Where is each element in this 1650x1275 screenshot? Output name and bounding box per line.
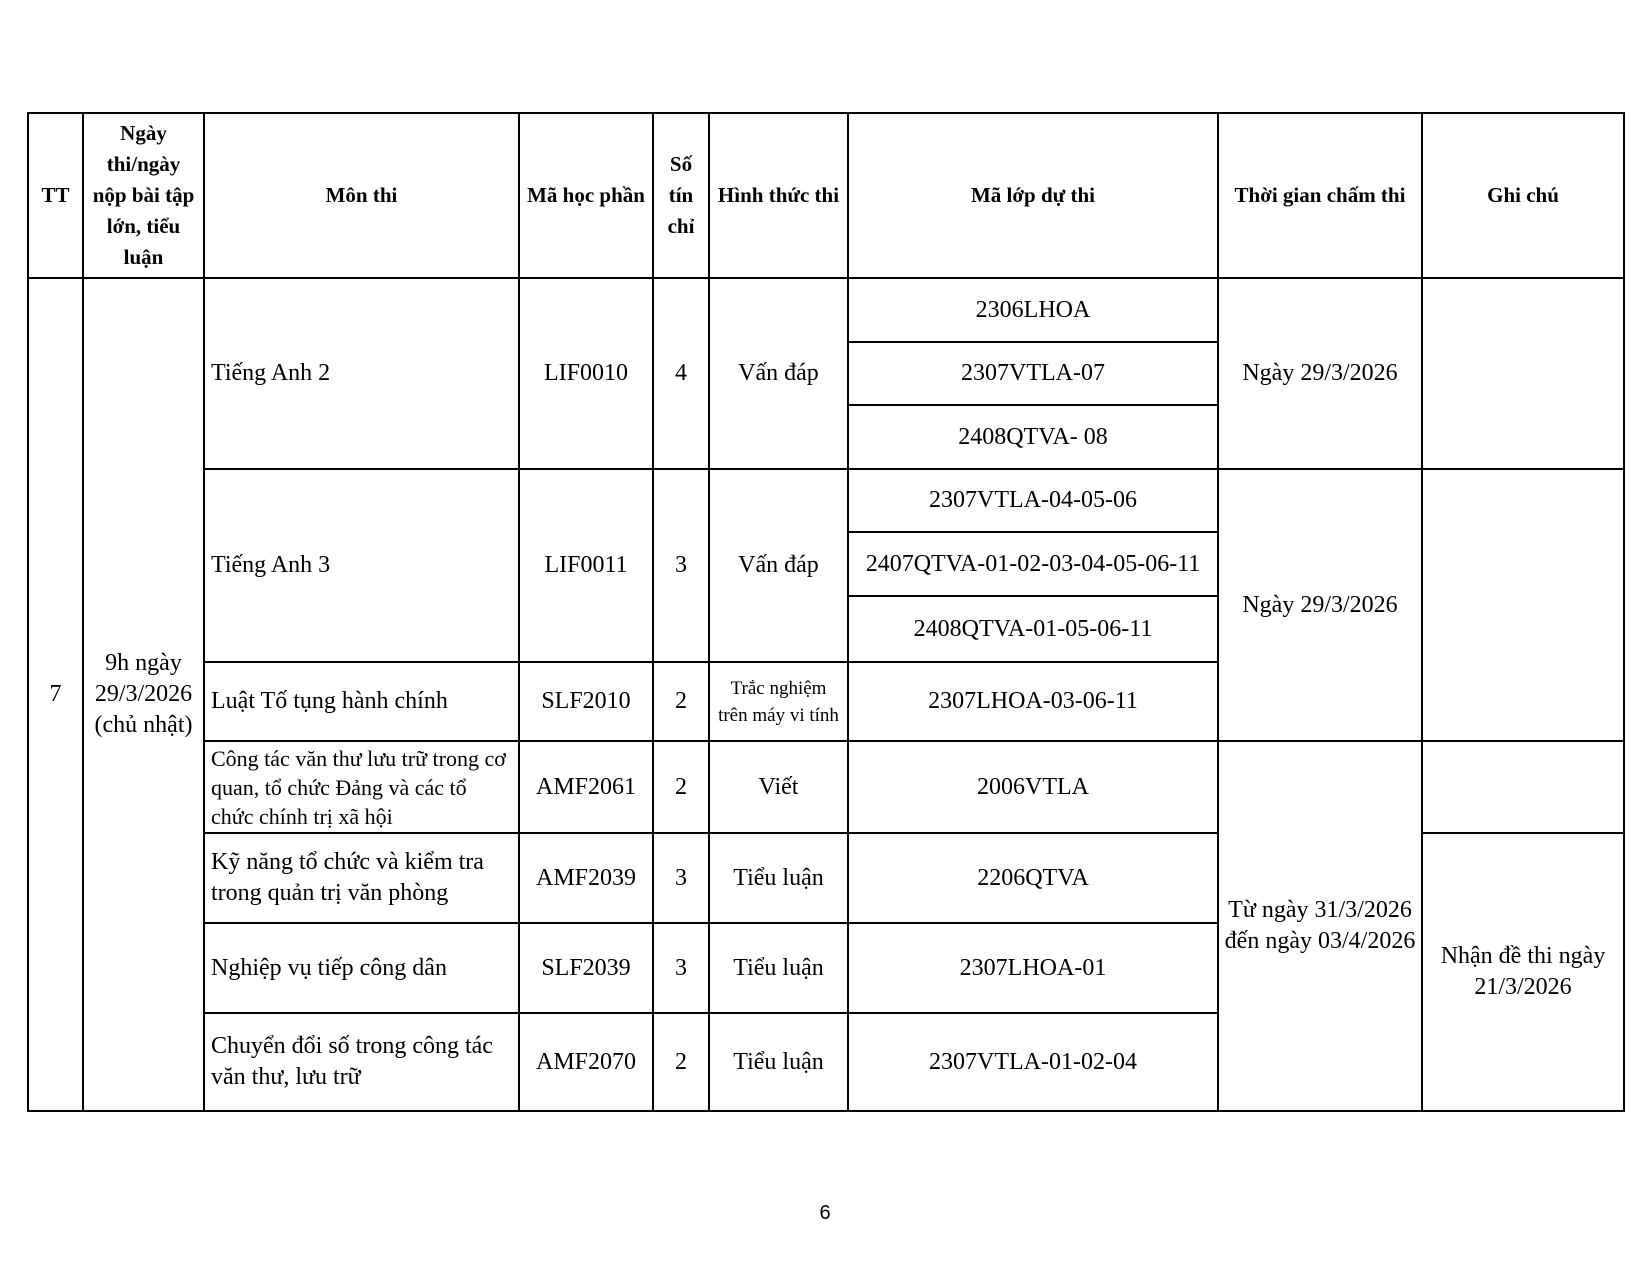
course-code-cell: LIF0010 bbox=[519, 278, 653, 469]
credits-cell: 2 bbox=[653, 662, 709, 741]
class-code-cell: 2307VTLA-01-02-04 bbox=[848, 1013, 1218, 1111]
credits-cell: 3 bbox=[653, 469, 709, 662]
format-cell: Tiểu luận bbox=[709, 1013, 848, 1111]
grading-cell: Ngày 29/3/2026 bbox=[1218, 278, 1422, 469]
subject-cell: Luật Tố tụng hành chính bbox=[204, 662, 519, 741]
class-code-cell: 2408QTVA- 08 bbox=[848, 405, 1218, 469]
class-code-cell: 2407QTVA-01-02-03-04-05-06-11 bbox=[848, 532, 1218, 596]
header-code: Mã học phần bbox=[519, 113, 653, 278]
header-classes: Mã lớp dự thi bbox=[848, 113, 1218, 278]
header-format: Hình thức thi bbox=[709, 113, 848, 278]
note-cell bbox=[1422, 741, 1624, 833]
note-cell: Nhận đề thi ngày 21/3/2026 bbox=[1422, 833, 1624, 1111]
class-code-cell: 2307LHOA-03-06-11 bbox=[848, 662, 1218, 741]
header-row bbox=[28, 113, 1624, 278]
subject-cell: Chuyển đổi số trong công tác văn thư, lưu trữ bbox=[204, 1013, 519, 1111]
subject-cell: Nghiệp vụ tiếp công dân bbox=[204, 923, 519, 1013]
page-number: 6 bbox=[819, 1202, 831, 1224]
format-cell: Vấn đáp bbox=[709, 469, 848, 662]
format-cell: Tiểu luận bbox=[709, 923, 848, 1013]
credits-cell: 3 bbox=[653, 833, 709, 923]
table-row bbox=[28, 741, 1624, 833]
exam-schedule-sheet bbox=[27, 112, 1623, 1112]
group-date: 9h ngày 29/3/2026 (chủ nhật) bbox=[83, 278, 204, 1111]
credits-cell: 4 bbox=[653, 278, 709, 469]
course-code-cell: AMF2070 bbox=[519, 1013, 653, 1111]
format-cell: Trắc nghiệm trên máy vi tính bbox=[709, 662, 848, 741]
class-code-cell: 2206QTVA bbox=[848, 833, 1218, 923]
credits-cell: 2 bbox=[653, 1013, 709, 1111]
subject-cell: Kỹ năng tổ chức và kiểm tra trong quản trị văn phòng bbox=[204, 833, 519, 923]
course-code-cell: AMF2039 bbox=[519, 833, 653, 923]
grading-cell: Ngày 29/3/2026 bbox=[1218, 469, 1422, 741]
class-code-cell: 2306LHOA bbox=[848, 278, 1218, 342]
class-code-cell: 2307VTLA-07 bbox=[848, 342, 1218, 405]
header-subject: Môn thi bbox=[204, 113, 519, 278]
note-cell bbox=[1422, 469, 1624, 741]
subject-cell: Tiếng Anh 3 bbox=[204, 469, 519, 662]
format-cell: Tiểu luận bbox=[709, 833, 848, 923]
table-row bbox=[28, 469, 1624, 532]
class-code-cell: 2307VTLA-04-05-06 bbox=[848, 469, 1218, 532]
group-tt: 7 bbox=[28, 278, 83, 1111]
credits-cell: 3 bbox=[653, 923, 709, 1013]
course-code-cell: LIF0011 bbox=[519, 469, 653, 662]
exam-schedule-table bbox=[27, 112, 1625, 1112]
grading-cell: Từ ngày 31/3/2026 đến ngày 03/4/2026 bbox=[1218, 741, 1422, 1111]
subject-cell: Tiếng Anh 2 bbox=[204, 278, 519, 469]
class-code-cell: 2307LHOA-01 bbox=[848, 923, 1218, 1013]
course-code-cell: SLF2039 bbox=[519, 923, 653, 1013]
credits-cell: 2 bbox=[653, 741, 709, 833]
header-date: Ngày thi/ngày nộp bài tập lớn, tiểu luận bbox=[83, 113, 204, 278]
header-grading: Thời gian chấm thi bbox=[1218, 113, 1422, 278]
format-cell: Viết bbox=[709, 741, 848, 833]
course-code-cell: AMF2061 bbox=[519, 741, 653, 833]
format-cell: Vấn đáp bbox=[709, 278, 848, 469]
class-code-cell: 2408QTVA-01-05-06-11 bbox=[848, 596, 1218, 662]
header-credits: Số tín chỉ bbox=[653, 113, 709, 278]
table-row bbox=[28, 278, 1624, 342]
header-note: Ghi chú bbox=[1422, 113, 1624, 278]
note-cell bbox=[1422, 278, 1624, 469]
subject-cell: Công tác văn thư lưu trữ trong cơ quan, tổ chức Đảng và các tổ chức chính trị xã hội bbox=[204, 741, 519, 833]
header-tt: TT bbox=[28, 113, 83, 278]
course-code-cell: SLF2010 bbox=[519, 662, 653, 741]
class-code-cell: 2006VTLA bbox=[848, 741, 1218, 833]
